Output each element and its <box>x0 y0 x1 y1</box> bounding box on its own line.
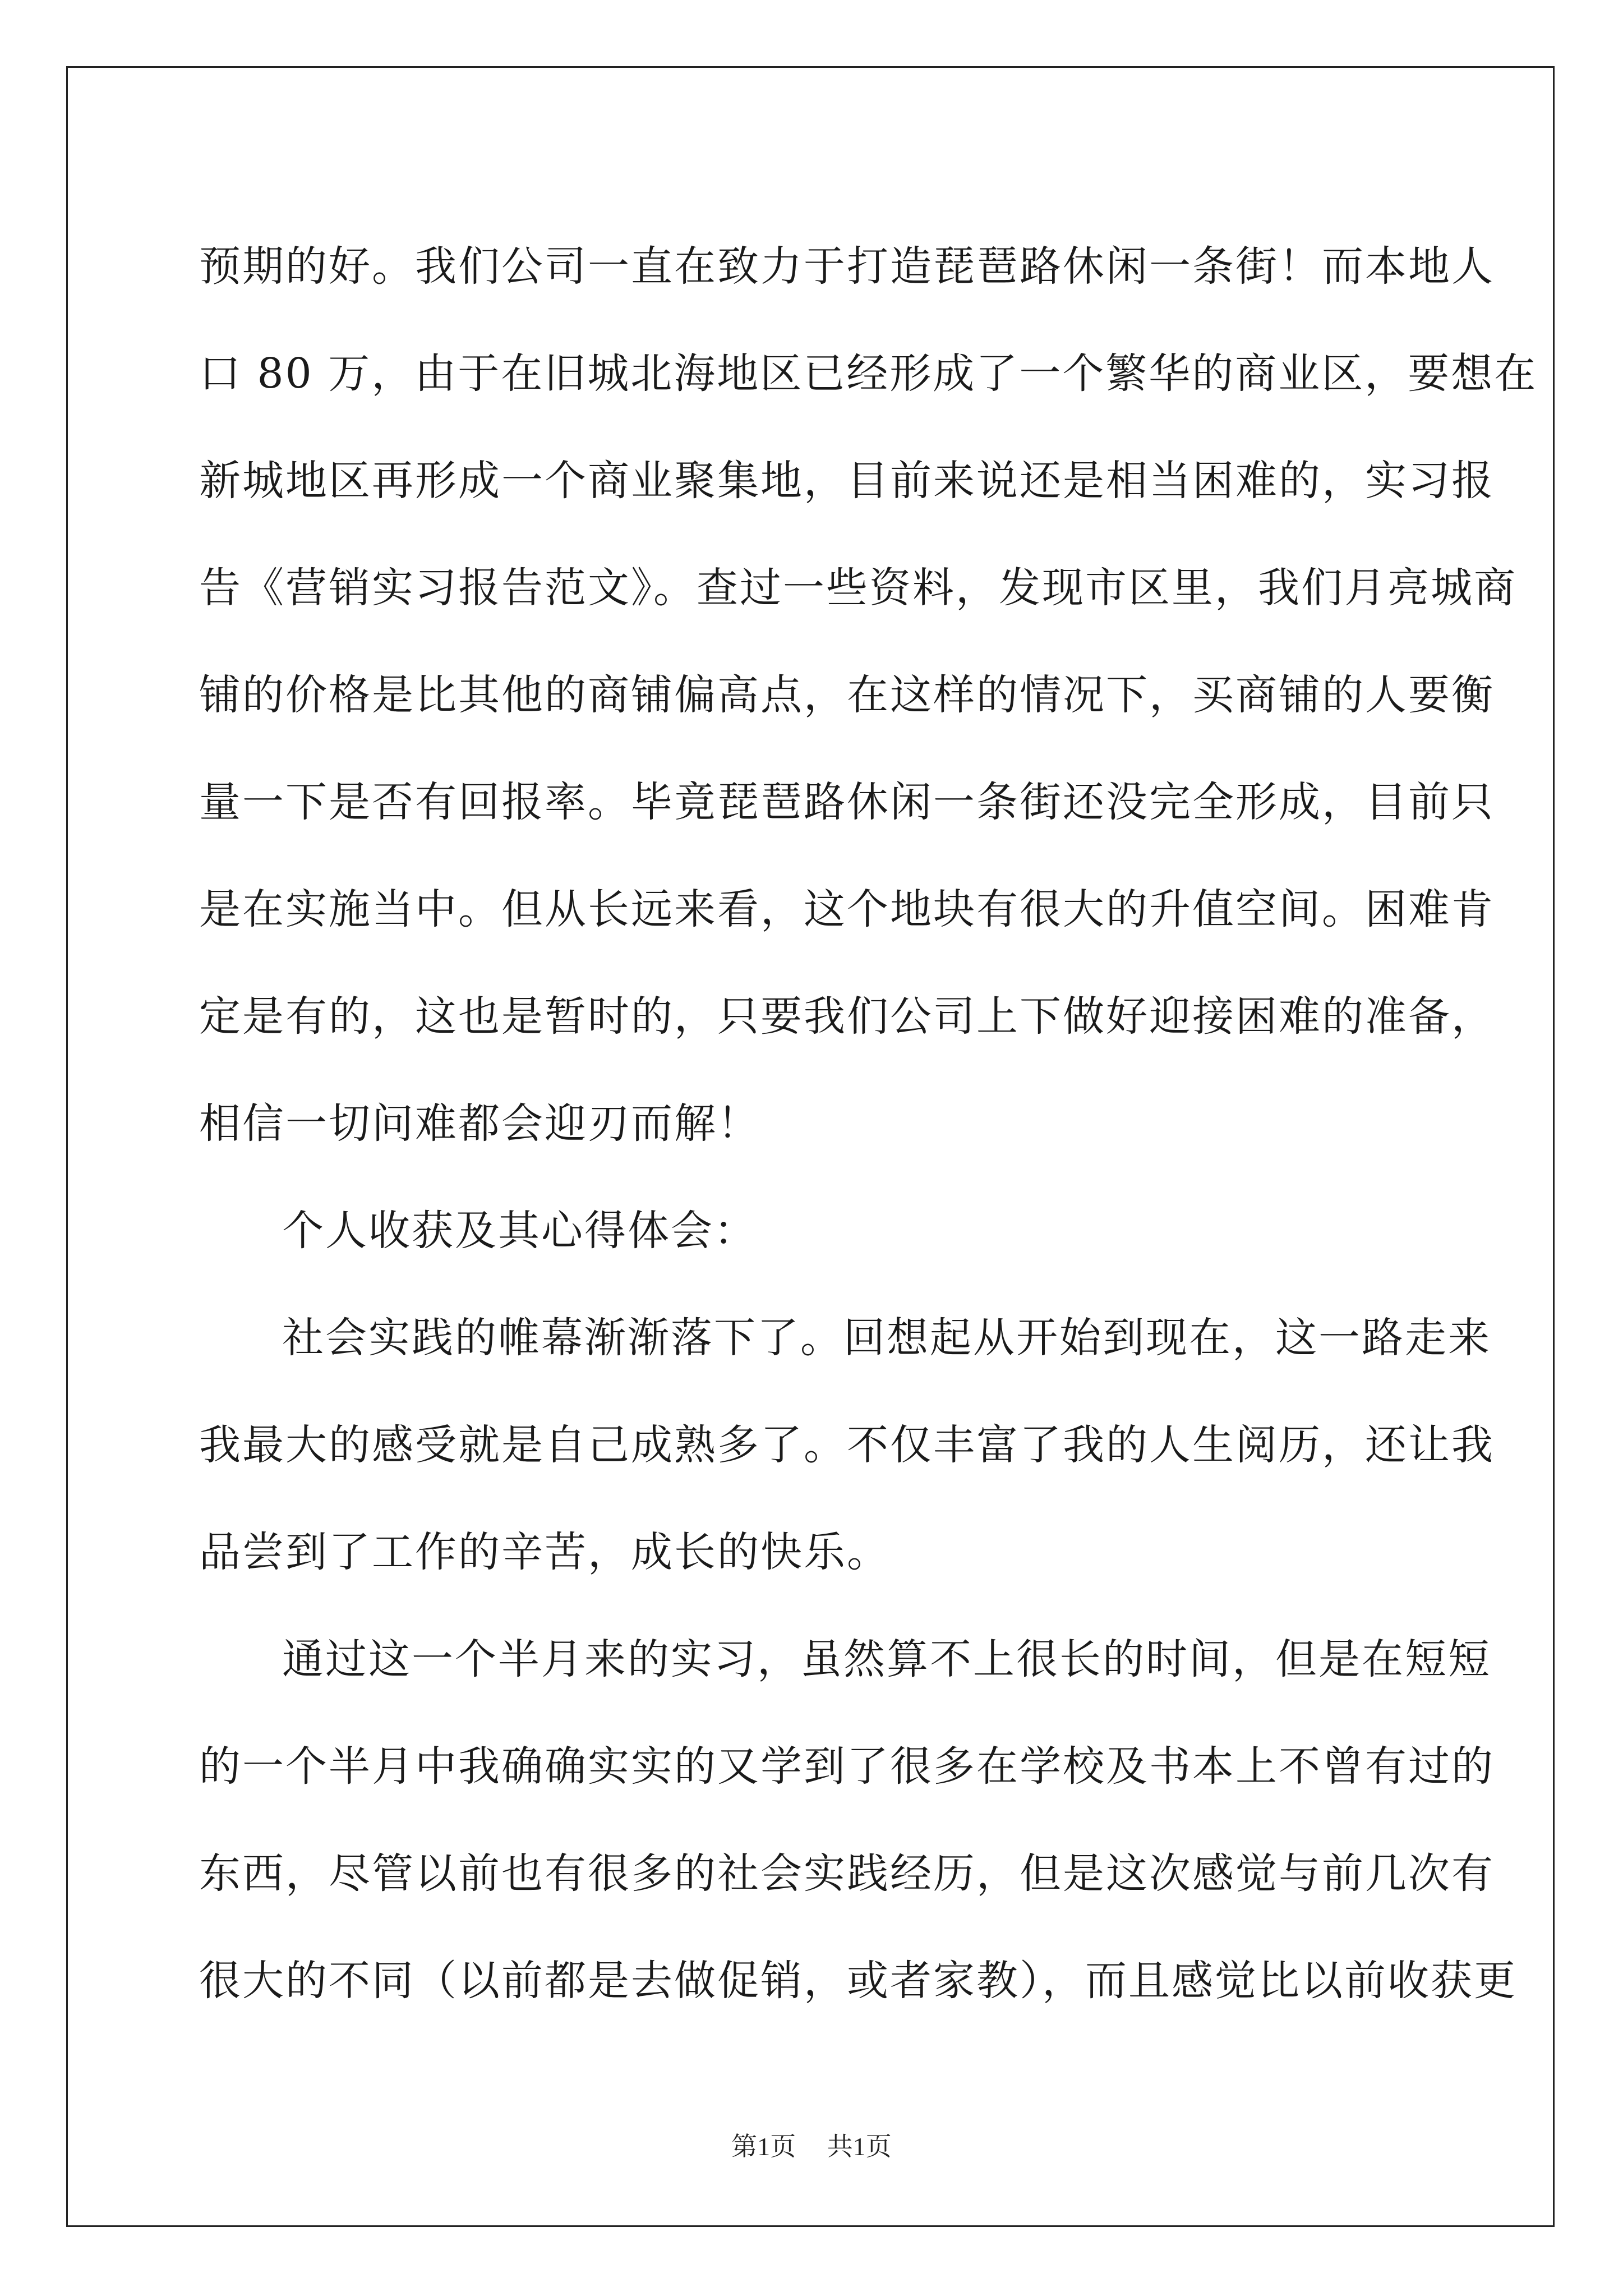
text-line: 口 80 万，由于在旧城北海地区已经形成了一个繁华的商业区，要想在 <box>199 349 1538 398</box>
text-line: 我最大的感受就是自己成熟多了。不仅丰富了我的人生阅历，还让我 <box>199 1421 1495 1469</box>
text-line: 新城地区再形成一个商业聚集地，目前来说还是相当困难的，实习报 <box>199 457 1495 505</box>
text-line: 告《营销实习报告范文》。查过一些资料，发现市区里，我们月亮城商 <box>199 564 1517 612</box>
page-footer <box>0 2126 1623 2163</box>
text-line: 量一下是否有回报率。毕竟琵琶路休闲一条街还没完全形成，目前只 <box>199 778 1495 826</box>
text-line: 东西，尽管以前也有很多的社会实践经历，但是这次感觉与前几次有 <box>199 1849 1495 1898</box>
text-line: 是在实施当中。但从长远来看，这个地块有很大的升值空间。困难肯 <box>199 885 1495 933</box>
text-line: 预期的好。我们公司一直在致力于打造琵琶路休闲一条街！而本地人 <box>199 242 1495 291</box>
section-heading: 个人收获及其心得体会： <box>282 1207 757 1255</box>
text-line: 定是有的，这也是暂时的，只要我们公司上下做好迎接困难的准备， <box>199 992 1495 1041</box>
text-line: 相信一切问难都会迎刃而解！ <box>199 1099 760 1148</box>
text-line: 品尝到了工作的辛苦，成长的快乐。 <box>199 1528 890 1576</box>
text-line: 铺的价格是比其他的商铺偏高点，在这样的情况下，买商铺的人要衡 <box>199 671 1495 719</box>
text-line: 通过这一个半月来的实习，虽然算不上很长的时间，但是在短短 <box>282 1635 1491 1683</box>
page-total: 共1页 <box>827 2132 892 2161</box>
text-line: 的一个半月中我确确实实的又学到了很多在学校及书本上不曾有过的 <box>199 1742 1495 1791</box>
text-line: 很大的不同（以前都是去做促销，或者家教），而且感觉比以前收获更 <box>199 1957 1517 2005</box>
page-number: 第1页 <box>731 2132 796 2161</box>
document-body <box>199 213 1538 2035</box>
text-line: 社会实践的帷幕渐渐落下了。回想起从开始到现在，这一路走来 <box>282 1314 1491 1362</box>
